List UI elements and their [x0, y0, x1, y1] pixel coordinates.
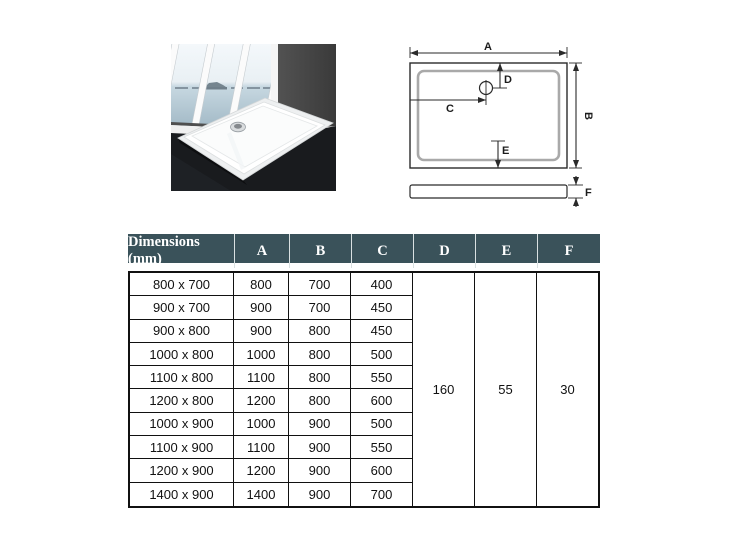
- dimensions-table-header: [128, 234, 600, 267]
- dimension-diagram: [398, 38, 603, 210]
- b-cell: 800: [289, 343, 351, 366]
- b-cell: 800: [289, 366, 351, 389]
- tray-side-view-outline: [410, 185, 567, 198]
- dim-label-F: F: [585, 187, 592, 199]
- size-cell: 1200 x 900: [130, 459, 234, 482]
- c-cell: 450: [351, 296, 413, 319]
- size-cell: 800 x 700: [130, 273, 234, 296]
- size-cell: 1000 x 800: [130, 343, 234, 366]
- header-cell-c: C: [352, 234, 414, 268]
- a-cell: 1200: [234, 459, 289, 482]
- b-cell: 900: [289, 413, 351, 436]
- a-cell: 1000: [234, 343, 289, 366]
- c-cell: 450: [351, 320, 413, 343]
- dim-label-B: B: [582, 112, 594, 120]
- c-cell: 500: [351, 413, 413, 436]
- c-cell: 550: [351, 436, 413, 459]
- header-cell-b: B: [290, 234, 352, 268]
- b-cell: 800: [289, 320, 351, 343]
- header-cell-e: E: [476, 234, 538, 268]
- dim-label-E: E: [502, 145, 510, 157]
- a-cell: 800: [234, 273, 289, 296]
- size-cell: 1200 x 800: [130, 389, 234, 412]
- dim-label-D: D: [504, 74, 512, 86]
- merged-cell-f: 30: [537, 273, 598, 506]
- c-cell: 600: [351, 389, 413, 412]
- a-cell: 1100: [234, 436, 289, 459]
- header-cell-d: D: [414, 234, 476, 268]
- a-cell: 900: [234, 320, 289, 343]
- dimensions-table-body: [128, 271, 600, 508]
- size-cell: 1100 x 900: [130, 436, 234, 459]
- header-cell-dimensions: Dimensions (mm): [128, 234, 235, 268]
- b-cell: 900: [289, 483, 351, 506]
- tray-top-view-outline: [410, 63, 567, 168]
- merged-cell-e: 55: [475, 273, 537, 506]
- b-cell: 900: [289, 436, 351, 459]
- a-cell: 1400: [234, 483, 289, 506]
- b-cell: 900: [289, 459, 351, 482]
- b-cell: 700: [289, 296, 351, 319]
- c-cell: 550: [351, 366, 413, 389]
- shower-tray-photo: [171, 44, 336, 191]
- size-cell: 1100 x 800: [130, 366, 234, 389]
- c-cell: 500: [351, 343, 413, 366]
- c-cell: 600: [351, 459, 413, 482]
- header-cell-f: F: [564, 242, 574, 259]
- dim-label-A: A: [484, 41, 492, 53]
- c-cell: 700: [351, 483, 413, 506]
- a-cell: 1100: [234, 366, 289, 389]
- b-cell: 700: [289, 273, 351, 296]
- merged-cell-d: 160: [413, 273, 475, 506]
- a-cell: 900: [234, 296, 289, 319]
- header-cell-a: A: [235, 234, 290, 268]
- size-cell: 900 x 700: [130, 296, 234, 319]
- dim-label-C: C: [446, 103, 454, 115]
- a-cell: 1000: [234, 413, 289, 436]
- a-cell: 1200: [234, 389, 289, 412]
- c-cell: 400: [351, 273, 413, 296]
- size-cell: 1000 x 900: [130, 413, 234, 436]
- size-cell: 900 x 800: [130, 320, 234, 343]
- b-cell: 800: [289, 389, 351, 412]
- size-cell: 1400 x 900: [130, 483, 234, 506]
